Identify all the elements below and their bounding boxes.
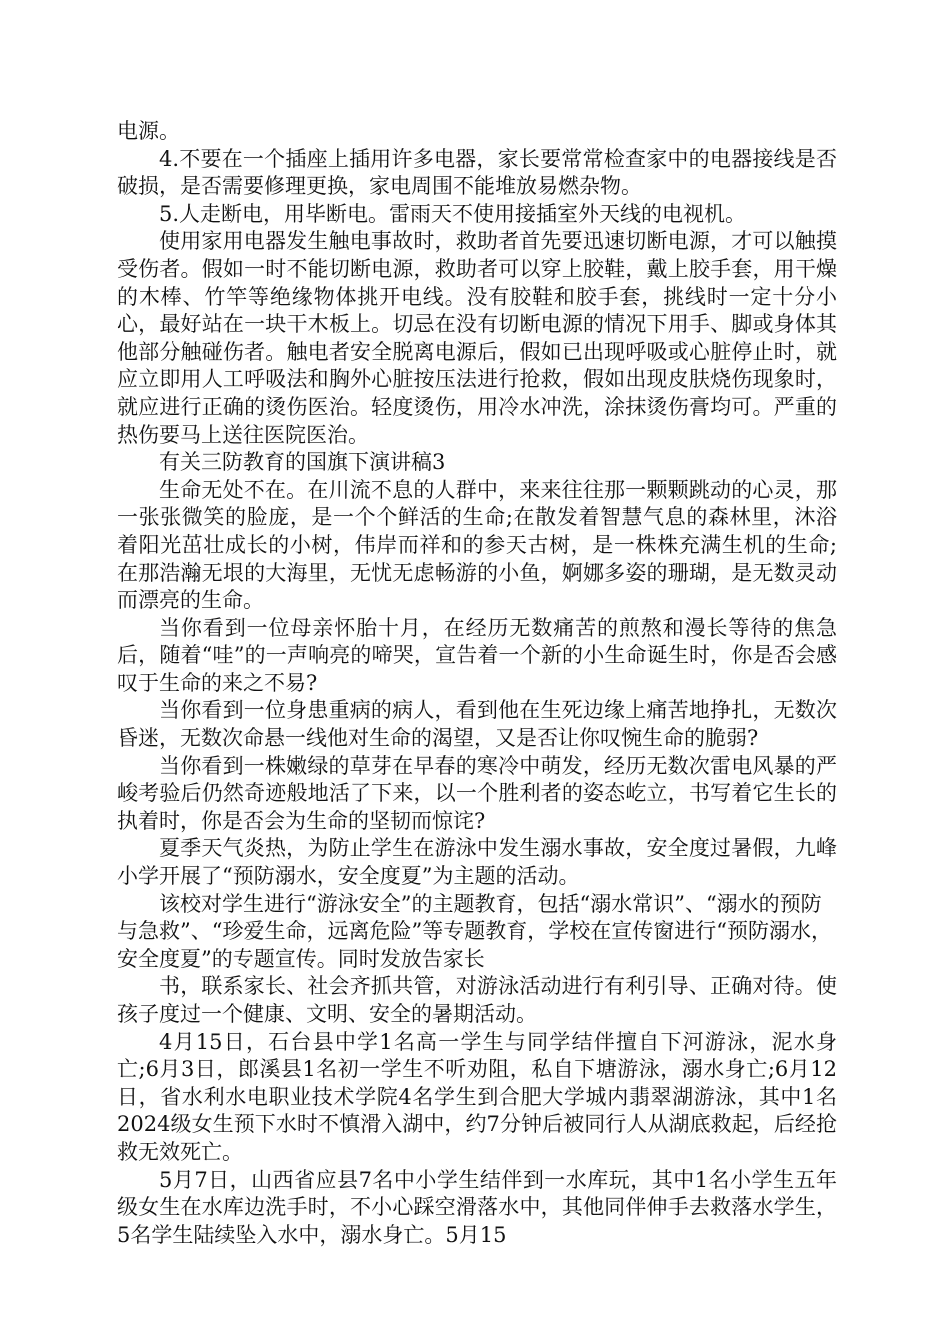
- paragraph-continuation: 电源。: [117, 119, 180, 143]
- paragraph-may-incident: 5月7日，山西省应县7名中小学生结伴到一水库玩，其中1名小学生五年级女生在水库边洗手时，不小心踩空滑落水中，其他同伴伸手去救落水学生，5名学生陆续坠入水中，溺水身亡。5月15: [117, 1167, 837, 1247]
- paragraph-item-4: 4.不要在一个插座上插用许多电器，家长要常常检查家中的电器接线是否破损，是否需要修理更换，家电周围不能堆放易燃杂物。: [117, 146, 837, 199]
- paragraph-sick-patient: 当你看到一位身患重病的病人，看到他在生死边缘上痛苦地挣扎，无数次昏迷，无数次命悬一线他对生命的渴望，又是否让你叹惋生命的脆弱?: [117, 698, 837, 751]
- section-heading: 有关三防教育的国旗下演讲稿3: [159, 450, 446, 475]
- paragraph-parents-letter: 书，联系家长、社会齐抓共管，对游泳活动进行有利引导、正确对待。使孩子度过一个健康、文明、安全的暑期活动。: [117, 974, 837, 1026]
- paragraph-grass-sprout: 当你看到一株嫩绿的草芽在早春的寒冷中萌发，经历无数次雷电风暴的严峻考验后仍然奇迹般地活了下来，以一个胜利者的姿态屹立，书写着它生长的执着时，你是否会为生命的坚韧而惊诧?: [117, 753, 837, 833]
- document-page: [117, 118, 837, 1249]
- paragraph-summer-activity: 夏季天气炎热，为防止学生在游泳中发生溺水事故，安全度过暑假，九峰小学开展了“预防溺水，安全度夏”为主题的活动。: [117, 836, 837, 889]
- paragraph-item-5: 5.人走断电，用毕断电。雷雨天不使用接插室外天线的电视机。: [159, 201, 747, 226]
- paragraph-electric-shock-aid: 使用家用电器发生触电事故时，救助者首先要迅速切断电源，才可以触摸受伤者。假如一时不能切断电源，救助者可以穿上胶鞋，戴上胶手套，用干燥的木棒、竹竿等绝缘物体挑开电线。没有胶鞋和胶手套，挑线时一定十分小心，最好站在一块干木板上。切忌在没有切断电源的情况下用手、脚或身体其他部分触碰伤者。触电者安全脱离电源后，假如已出现呼吸或心脏停止时，就应立即用人工呼吸法和胸外心脏按压法进行抢救，假如出现皮肤烧伤现象时，就应进行正确的烫伤医治。轻度烫伤，用冷水冲洗，涂抹烫伤膏均可。严重的热伤要马上送往医院医治。: [117, 229, 837, 447]
- paragraph-mother-birth: 当你看到一位母亲怀胎十月，在经历无数痛苦的煎熬和漫长等待的焦急后，随着“哇”的一声响亮的啼哭，宣告着一个新的小生命诞生时，你是否会感叹于生命的来之不易?: [117, 615, 837, 695]
- paragraph-swimming-education: 该校对学生进行“游泳安全”的主题教育，包括“溺水常识”、“溺水的预防与急救”、“珍爱生命，远离危险”等专题教育，学校在宣传窗进行“预防溺水，安全度夏”的专题宣传。同时发放告家长: [117, 891, 832, 971]
- paragraph-life-everywhere: 生命无处不在。在川流不息的人群中，来来往往那一颗颗跳动的心灵，那一张张微笑的脸庞，是一个个鲜活的生命;在散发着智慧气息的森林里，沐浴着阳光茁壮成长的小树，伟岸而祥和的参天古树，是一株株充满生机的生命;在那浩瀚无垠的大海里，无忧无虑畅游的小鱼，婀娜多姿的珊瑚，是无数灵动而漂亮的生命。: [117, 477, 837, 613]
- paragraph-april-incidents: 4月15日，石台县中学1名高一学生与同学结伴擅自下河游泳，泥水身亡;6月3日，郎溪县1名初一学生不听劝阻，私自下塘游泳，溺水身亡;6月12日，省水利水电职业技术学院4名学生到合肥大学城内翡翠湖游泳，其中1名2024级女生预下水时不慎滑入湖中，约7分钟后被同行人从湖底救起，后经抢救无效死亡。: [117, 1029, 837, 1164]
